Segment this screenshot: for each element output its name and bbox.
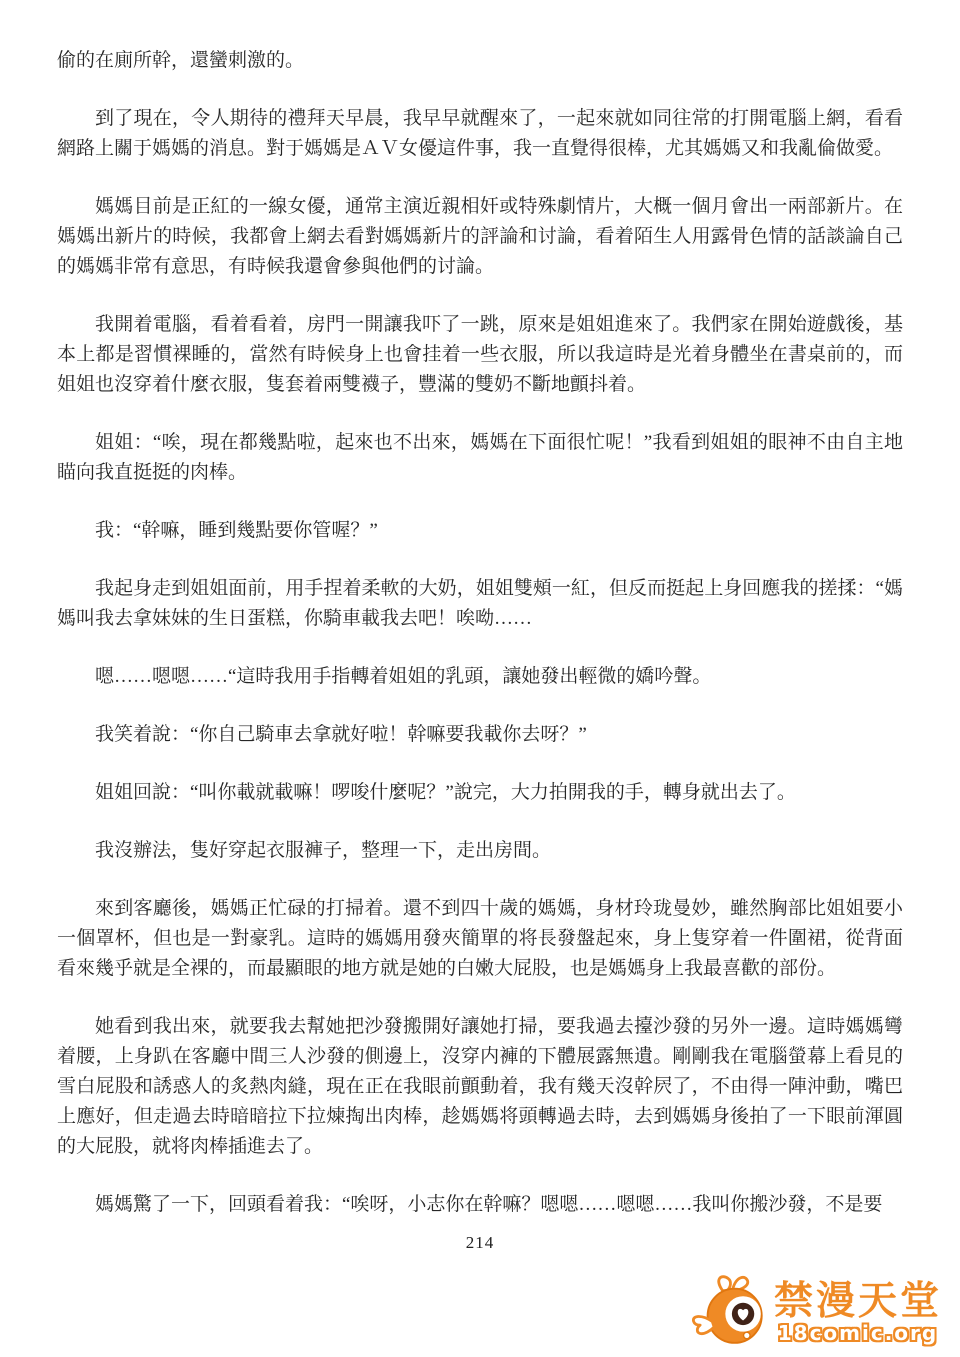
watermark-text: [773, 1278, 942, 1346]
paragraph: 我笑着說：“你自己騎車去拿就好啦！幹嘛要我載你去呀？”: [95, 724, 587, 745]
paragraph: 偷的在廁所幹，還蠻刺激的。: [57, 50, 305, 71]
orange-whale-mascot-icon: [688, 1273, 772, 1353]
paragraph: 姐姐回說：“叫你載就載嘛！啰唆什麼呢？”說完，大力拍開我的手，轉身就出去了。: [95, 782, 796, 803]
watermark-brand: 禁漫天堂: [773, 1278, 942, 1324]
paragraph: 我沒辦法，隻好穿起衣服褲子，整理一下，走出房間。: [95, 840, 552, 861]
paragraph: 我：“幹嘛，睡到幾點要你管喔？”: [95, 520, 378, 541]
paragraph: 來到客廳後，媽媽正忙碌的打掃着。還不到四十歲的媽媽，身材玲珑曼妙，雖然胸部比姐姐要小一個罩杯，但也是一對豪乳。這時的媽媽用發夾簡單的将長發盤起來，身上隻穿着一件圍裙，從背面看來幾乎就是全裸的，而最顯眼的地方就是她的白嫩大屁股，也是媽媽身上我最喜歡的部份。: [57, 898, 903, 979]
watermark-site: 18comic.org: [777, 1321, 939, 1346]
paragraph: 媽媽驚了一下，回頭看着我：“唉呀，小志你在幹嘛？嗯嗯……嗯嗯……我叫你搬沙發，不是要: [95, 1194, 883, 1215]
paragraph: 我起身走到姐姐面前，用手捏着柔軟的大奶，姐姐雙頰一紅，但反而挺起上身回應我的搓揉：“媽媽叫我去拿妹妹的生日蛋糕，你騎車載我去吧！唉呦……: [57, 578, 903, 629]
page-text: [57, 46, 903, 1248]
watermark: [688, 1273, 942, 1353]
paragraph: 姐姐：“唉，現在都幾點啦，起來也不出來，媽媽在下面很忙呢！”我看到姐姐的眼神不由自主地瞄向我直挺挺的肉棒。: [57, 432, 903, 483]
page-number: 214: [465, 1233, 495, 1252]
paragraph: 嗯……嗯嗯……“這時我用手指轉着姐姐的乳頭，讓她發出輕微的嬌吟聲。: [95, 666, 712, 687]
paragraph: 到了現在，令人期待的禮拜天早晨，我早早就醒來了，一起來就如同往常的打開電腦上網，看看網路上關于媽媽的消息。對于媽媽是ＡＶ女優這件事，我一直覺得很棒，尤其媽媽又和我亂倫做愛。: [57, 108, 903, 159]
paragraph: 媽媽目前是正紅的一線女優，通常主演近親相奸或特殊劇情片，大概一個月會出一兩部新片。在媽媽出新片的時候，我都會上網去看對媽媽新片的評論和讨論，看着陌生人用露骨色情的話談論自己的媽媽非常有意思，有時候我還會參與他們的讨論。: [57, 196, 903, 277]
paragraph: 我開着電腦，看着看着，房門一開讓我吓了一跳，原來是姐姐進來了。我們家在開始遊戲後，基本上都是習慣裸睡的，當然有時候身上也會挂着一些衣服，所以我這時是光着身體坐在書桌前的，而姐姐也沒穿着什麼衣服，隻套着兩雙襪子，豐滿的雙奶不斷地顫抖着。: [57, 314, 903, 395]
paragraph: 她看到我出來，就要我去幫她把沙發搬開好讓她打掃，要我過去擡沙發的另外一邊。這時媽媽彎着腰，上身趴在客廳中間三人沙發的側邊上，沒穿内褲的下體展露無遺。剛剛我在電腦螢幕上看見的雪白屁股和誘惑人的炙熱肉縫，現在正在我眼前顫動着，我有幾天沒幹屄了，不由得一陣沖動，嘴巴上應好，但走過去時暗暗拉下拉煉掏出肉棒，趁媽媽将頭轉過去時，去到媽媽身後拍了一下眼前渾圓的大屁股，就将肉棒插進去了。: [57, 1016, 903, 1157]
